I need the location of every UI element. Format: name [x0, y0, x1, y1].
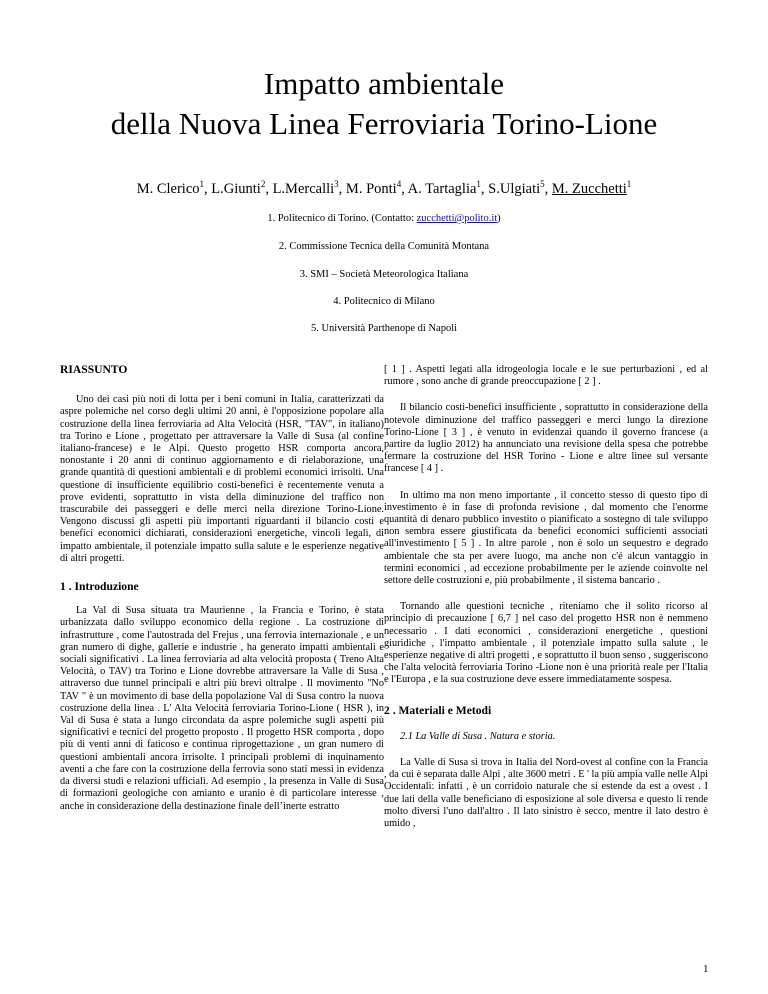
author-name: L.Mercalli — [272, 181, 335, 197]
subsection-heading: 2.1 La Valle di Susa . Natura e storia. — [400, 730, 556, 742]
paper-title-line-2: della Nuova Linea Ferroviaria Torino-Lione — [110, 106, 658, 141]
affiliation-4: 4. Politecnico di Milano — [333, 296, 435, 307]
contact-email-link[interactable]: zucchetti@polito.it — [416, 213, 498, 224]
author-name: M. Clerico — [136, 181, 200, 197]
page-number: 1 — [703, 963, 709, 975]
paragraph: Il bilancio costi-benefici insufficiente , soprattutto in considerazione della notevole diminuzione del traffico passeggeri e merci lungo la direzione Torino-Lione [ 3 ] , è venuto in evidenzai quando il governo francese (a partire da luglio 2012) ha annunciato una revisione della spesa che potrebbe fermare la costruzione del HSR Torino - Lione e altre linee sul versante francese [ 4 ] . — [384, 402, 708, 475]
left-column — [60, 364, 384, 813]
author-name: L.Giunti — [211, 181, 261, 197]
author-affiliation-number: 1 — [476, 179, 481, 189]
affiliation-1: 1. Politecnico di Torino. (Contatto: zucchetti@polito.it) — [267, 213, 501, 224]
author-name: A. Tartaglia — [407, 181, 477, 197]
paragraph: La Val di Susa situata tra Maurienne , la Francia e Torino, è stata urbanizzata dallo sviluppo economico della regione . La costruzione di infrastrutture , come l'autostrada del Frejus , una ferrovia internazionale , e un gran numero di dighe, gallerie e industrie , ha generato impatti ambientali e sociali significativi . La linea ferroviaria ad alta velocità proposta ( Treno Alta Velocità, o TAV) tra Torino e Lione dovrebbe attraversare la Valle di Susa , attraverso due tunnel principali e altri più brevi oltralpe . Il movimento "No TAV " è un movimento di base della popolazione Val di Susa contro la nuova costruzione della linea . L' Alta Velocità ferroviaria Torino-Lione ( HSR ), in Val di Susa è stata a lungo circondata da aspre polemiche sugli aspetti più significativi e tecnici del progetto proposto . Il progetto HSR comporta , dopo più di venti anni di faticoso e continua riprogettazione , un gran numero di questioni ambientali ancora irrisolte. I principali problemi di inquinamento aventi a che fare con la costruzione della ferrovia sono stati messi in evidenza da diversi studi e relazioni ufficiali. Ad esempio , la presenza in Valle di Susa di formazioni geologiche con amianto e uranio è di particolare interesse , anche in considerazione della destinazione finale dell’inerte estratto — [60, 605, 384, 812]
paragraph: Tornando alle questioni tecniche , riteniamo che il solito ricorso al principio di precauzione [ 6,7 ] nel caso del progetto HSR non è nemmeno necessario . I dati economici , considerazioni energetiche , questioni giuridiche , l'impatto ambientale , il potenziale impatto sulla salute , le esperienze negative di altri progetti , e soprattutto il buon senso , suggeriscono che l'alta velocità ferroviaria Torino -Lione non è una priorità reale per l'Italia e l'Europa , e la sua costruzione deve essere immediatamente sospesa. — [384, 601, 708, 686]
author-affiliation-number: 5 — [540, 179, 545, 189]
paper-title-line-1: Impatto ambientale — [263, 66, 505, 101]
corresponding-author-name: M. Zucchetti — [551, 181, 627, 197]
section-heading-introduction: 1 . Introduzione — [60, 580, 139, 594]
affiliation-2: 2. Commissione Tecnica della Comunità Montana — [278, 241, 490, 252]
paragraph-continued: [ 1 ] . Aspetti legati alla idrogeologia locale e le sue perturbazioni , ed al rumore , sono anche di grande preoccupazione [ 2 ] . — [384, 364, 708, 388]
paragraph: La Valle di Susa si trova in Italia del Nord-ovest al confine con la Francia , da cui è separata dalle Alpi , alte 3600 metri . E ' la più ampia valle nelle Alpi Occidentali: infatti , è un corridoio naturale che si estende da est a ovest . I due lati della valle beneficiano di esposizione al sole diversa e questo li rende molto diversi l'uno dall'altro . Il lato sinistro è secco, mentre il lato destro è umido , — [384, 757, 708, 830]
abstract-text: Uno dei casi più noti di lotta per i beni comuni in Italia, caratterizzati da aspre polemiche nel corso degli ultimi 20 anni, è l'opposizione popolare alla costruzione della linea ferroviaria ad Alta Velocità (HSR, "TAV", in italiano) tra Torino e Lione , progettato per attraversare la Valle di Susa (al confine italiano-francese) e le Alpi. Questo progetto HSR comporta ancora, nonostante i 20 anni di continuo aggiornamento e di rielaborazione, una grande quantità di questioni ambientali e di problemi economici irrisolti. Una questione di insufficiente equilibrio costi-benefici è recentemente venuta a prove evidenti, soprattutto in vista della diminuzione del traffico non trascurabile dei passeggeri e delle merci nella direzione Torino-Lione. Vengono discussi gli aspetti più importanti riguardanti il bilancio costi e benefici economici dichiarati, considerazioni energetiche, vincoli legali, di impatto ambientale, il potenziale impatto sulla salute e le esperienze negative di altri progetti. — [60, 394, 384, 564]
author-affiliation-number: 3 — [334, 179, 339, 189]
author-name: S.Ulgiati — [488, 181, 541, 197]
author-affiliation-number: 1 — [199, 179, 205, 189]
paragraph: In ultimo ma non meno importante , il concetto stesso di questo tipo di investimento è in fase di profonda revisione , dal momento che l'enorme quantità di denaro pubblico investito o pianificato a sostegno di tale sviluppo non sembra essere giustificata da benefici economici sufficienti associati all'investimento [ 5 ] . In altre parole , non è solo un sequestro e degrado ambientale che sta per avere luogo, ma anche non c'é alcun vantaggio in termini economici , ad eccezione probabilmente per le aziende coinvolte nel settore delle costruzioni e, più probabilmente , il sistema bancario . — [384, 489, 708, 587]
author-affiliation-number: 1 — [626, 179, 632, 189]
section-heading-methods: 2 . Materiali e Metodi — [384, 703, 492, 717]
affiliation-5: 5. Università Parthenope di Napoli — [310, 323, 458, 334]
author-affiliation-number: 2 — [260, 179, 266, 189]
abstract-heading: RIASSUNTO — [60, 363, 128, 376]
right-column — [384, 364, 708, 830]
author-list: M. Clerico$^1$, L.Giunti$^2$, L.Mercalli$^3$, M. Ponti$^4$, A. Tartaglia$^1$, S.Ulgiati$^5$, M. Zucchetti$^1$ — [136, 179, 632, 197]
author-name: M. Ponti — [345, 181, 397, 197]
author-affiliation-number: 4 — [396, 179, 402, 189]
affiliation-3: 3. SMI – Società Meteorologica Italiana — [299, 269, 469, 280]
